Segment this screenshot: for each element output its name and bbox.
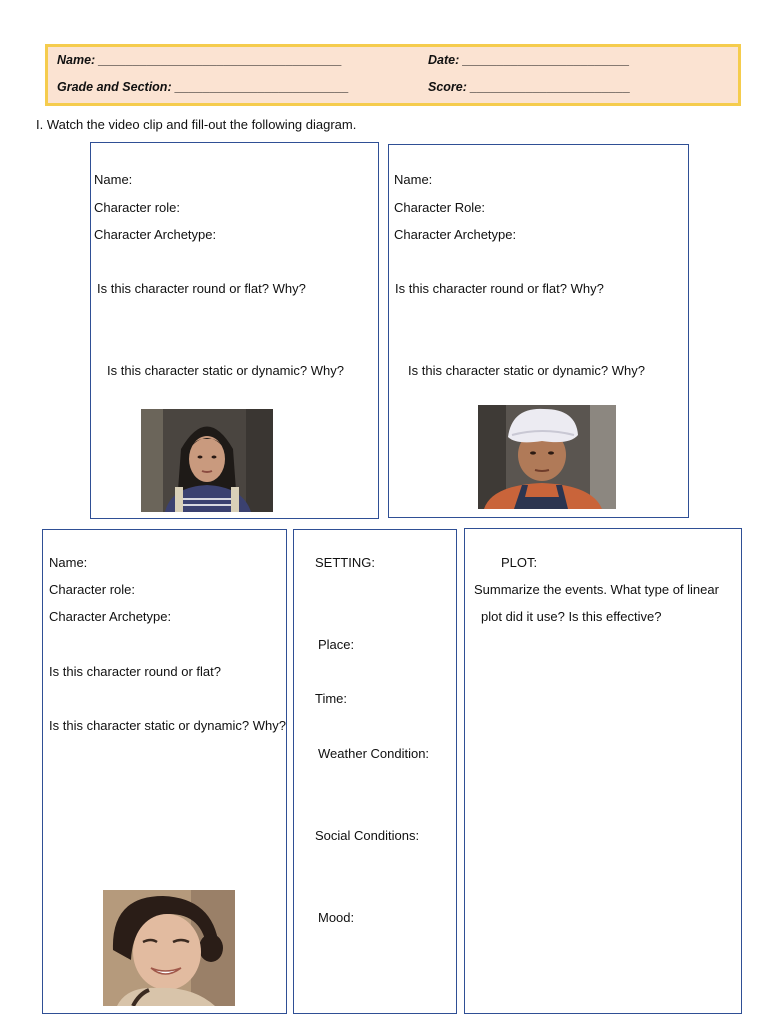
name-field[interactable]: Name: ___________________________________ <box>57 53 342 67</box>
character-card-1 <box>90 142 379 519</box>
character2-archetype-label: Character Archetype: <box>394 227 517 242</box>
setting-place-label: Place: <box>318 637 355 652</box>
setting-weather-label: Weather Condition: <box>318 746 430 761</box>
character2-static-dynamic-question: Is this character static or dynamic? Why? <box>408 363 645 378</box>
score-field[interactable]: Score: _______________________ <box>428 80 631 94</box>
smiling-woman-portrait-icon <box>103 890 235 1006</box>
character2-round-flat-question: Is this character round or flat? Why? <box>395 281 604 296</box>
setting-card <box>293 529 457 1014</box>
character3-role-label: Character role: <box>49 582 135 597</box>
character1-round-flat-question: Is this character round or flat? Why? <box>97 281 306 296</box>
setting-time-label: Time: <box>315 691 348 706</box>
character3-round-flat-question: Is this character round or flat? <box>49 664 221 679</box>
setting-social-label: Social Conditions: <box>315 828 420 843</box>
character3-name-label: Name: <box>49 555 88 570</box>
setting-mood-label: Mood: <box>318 910 355 925</box>
character2-name-label: Name: <box>394 172 433 187</box>
plot-card <box>464 528 742 1014</box>
character-card-2 <box>388 144 689 518</box>
character1-role-label: Character role: <box>94 200 180 215</box>
plot-title: PLOT: <box>501 555 538 570</box>
girl-portrait-icon <box>141 409 273 512</box>
character1-static-dynamic-question: Is this character static or dynamic? Why? <box>107 363 344 378</box>
date-field[interactable]: Date: ________________________ <box>428 53 630 67</box>
plot-question-line-2: plot did it use? Is this effective? <box>481 609 662 624</box>
student-info-box <box>45 44 741 106</box>
instruction-text: I. Watch the video clip and fill-out the following diagram. <box>36 117 357 132</box>
woman-with-cap-portrait-icon <box>478 405 616 509</box>
character3-archetype-label: Character Archetype: <box>49 609 172 624</box>
character3-static-dynamic-question: Is this character static or dynamic? Why? <box>49 718 286 733</box>
setting-title: SETTING: <box>315 555 375 570</box>
plot-question-line-1: Summarize the events. What type of linear <box>474 582 719 597</box>
character1-archetype-label: Character Archetype: <box>94 227 217 242</box>
grade-section-field[interactable]: Grade and Section: _________________________ <box>57 80 349 94</box>
character2-role-label: Character Role: <box>394 200 486 215</box>
character1-name-label: Name: <box>94 172 133 187</box>
character-card-3 <box>42 529 287 1014</box>
